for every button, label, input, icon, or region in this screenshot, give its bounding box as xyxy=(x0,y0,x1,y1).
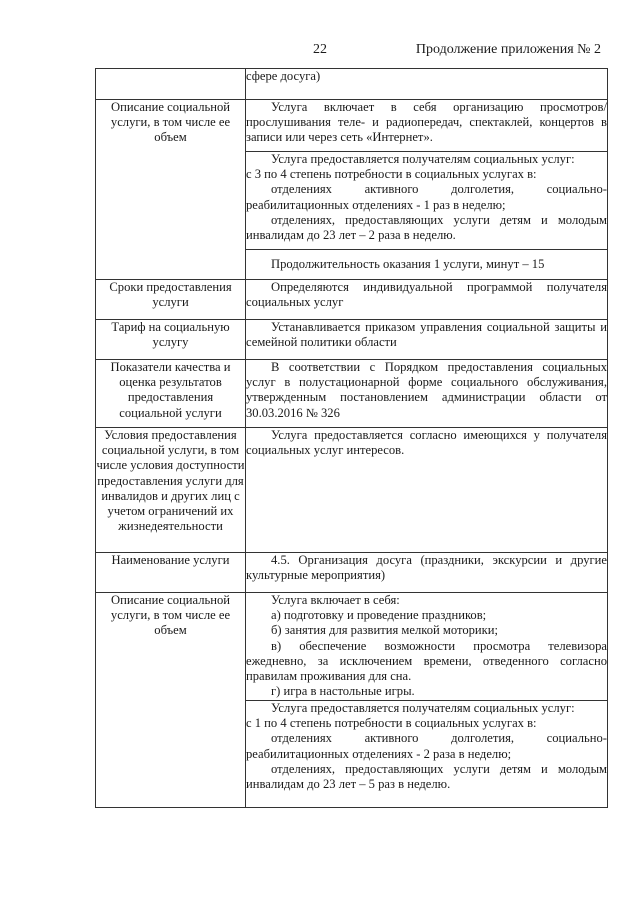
service-name-label: Наименование услуги xyxy=(96,553,246,593)
value-cell xyxy=(246,701,608,808)
table-row xyxy=(96,320,608,360)
value-cell xyxy=(246,280,608,320)
value-cell xyxy=(246,152,608,250)
conditions-value: Услуга предоставляется согласно имеющихся у получателя социальных услуг интересов. xyxy=(246,428,607,458)
tariff-label: Тариф на социальную услугу xyxy=(96,320,246,360)
service-includes-line: г) игра в настольные игры. xyxy=(271,684,415,699)
service-table xyxy=(95,68,608,808)
duration-text: Продолжительность оказания 1 услуги, минут – 15 xyxy=(271,256,545,271)
appendix-continuation-title: Продолжение приложения № 2 xyxy=(415,42,601,57)
value-cell xyxy=(246,553,608,593)
table-row xyxy=(96,593,608,701)
value-cell xyxy=(246,360,608,428)
page-number: 22 xyxy=(313,42,327,57)
service-includes-line: а) подготовку и проведение праздников; xyxy=(271,608,487,623)
service-includes-line: б) занятия для развития мелкой моторики; xyxy=(271,623,499,638)
recipients-line: отделениях активного долголетия, социально-реабилитационных отделениях - 1 раз в неделю; xyxy=(246,182,607,212)
value-cell xyxy=(246,320,608,360)
table-row xyxy=(96,360,608,428)
description-label: Описание социальной услуги, в том числе ее объем xyxy=(96,100,246,280)
value-cell xyxy=(246,69,608,100)
table-row xyxy=(96,69,608,100)
recipients-line: Услуга предоставляется получателям социальных услуг: xyxy=(271,701,575,715)
value-cell xyxy=(246,100,608,152)
table-row xyxy=(96,100,608,152)
recipients-line: с 1 по 4 степень потребности в социальных услугах в: xyxy=(246,716,537,731)
terms-value: Определяются индивидуальной программой получателя социальных услуг xyxy=(246,280,607,310)
recipients-line: отделениях активного долголетия, социально-реабилитационных отделениях - 2 раза в неделю; xyxy=(246,731,607,761)
value-cell xyxy=(246,428,608,553)
recipients-line: отделениях, предоставляющих услуги детям и молодым инвалидам до 23 лет – 5 раз в неделю. xyxy=(246,761,607,792)
service-description-text: Услуга включает в себя организацию просмотров/прослушивания теле- и радиопередач, спектаклей, концертов в записи или через сеть «Интернет». xyxy=(246,100,607,145)
quality-value: В соответствии с Порядком предоставления социальных услуг в полустационарной форме социального обслуживания, утвержденным постановлением администрации области от 30.03.2016 № 326 xyxy=(246,360,607,420)
conditions-label: Условия предоставления социальной услуги, в том числе условия доступности предоставления услуги для инвалидов и других лиц с учетом ограничений их жизнедеятельности xyxy=(96,428,246,553)
description-label: Описание социальной услуги, в том числе ее объем xyxy=(96,593,246,808)
recipients-line: отделениях, предоставляющих услуги детям и молодым инвалидам до 23 лет – 2 раза в неделю. xyxy=(246,212,607,243)
recipients-line: Услуга предоставляется получателям социальных услуг: xyxy=(271,152,575,166)
service-includes-line: в) обеспечение возможности просмотра телевизора ежедневно, за исключением времени, отведенного согласно правилам проживания для сна. xyxy=(246,638,607,684)
quality-label: Показатели качества и оценка результатов предоставления социальной услуги xyxy=(96,360,246,428)
table-row xyxy=(96,280,608,320)
empty-label-cell xyxy=(96,69,246,100)
tariff-value: Устанавливается приказом управления социальной защиты и семейной политики области xyxy=(246,320,607,350)
continuation-text: сфере досуга) xyxy=(246,69,321,83)
value-cell xyxy=(246,250,608,280)
recipients-line: с 3 по 4 степень потребности в социальных услугах в: xyxy=(246,167,537,182)
table-row xyxy=(96,428,608,553)
terms-label: Сроки предоставления услуги xyxy=(96,280,246,320)
service-includes-line: Услуга включает в себя: xyxy=(271,593,400,607)
table-row xyxy=(96,553,608,593)
value-cell xyxy=(246,593,608,701)
service-name-value: 4.5. Организация досуга (праздники, экскурсии и другие культурные мероприятия) xyxy=(246,553,607,583)
